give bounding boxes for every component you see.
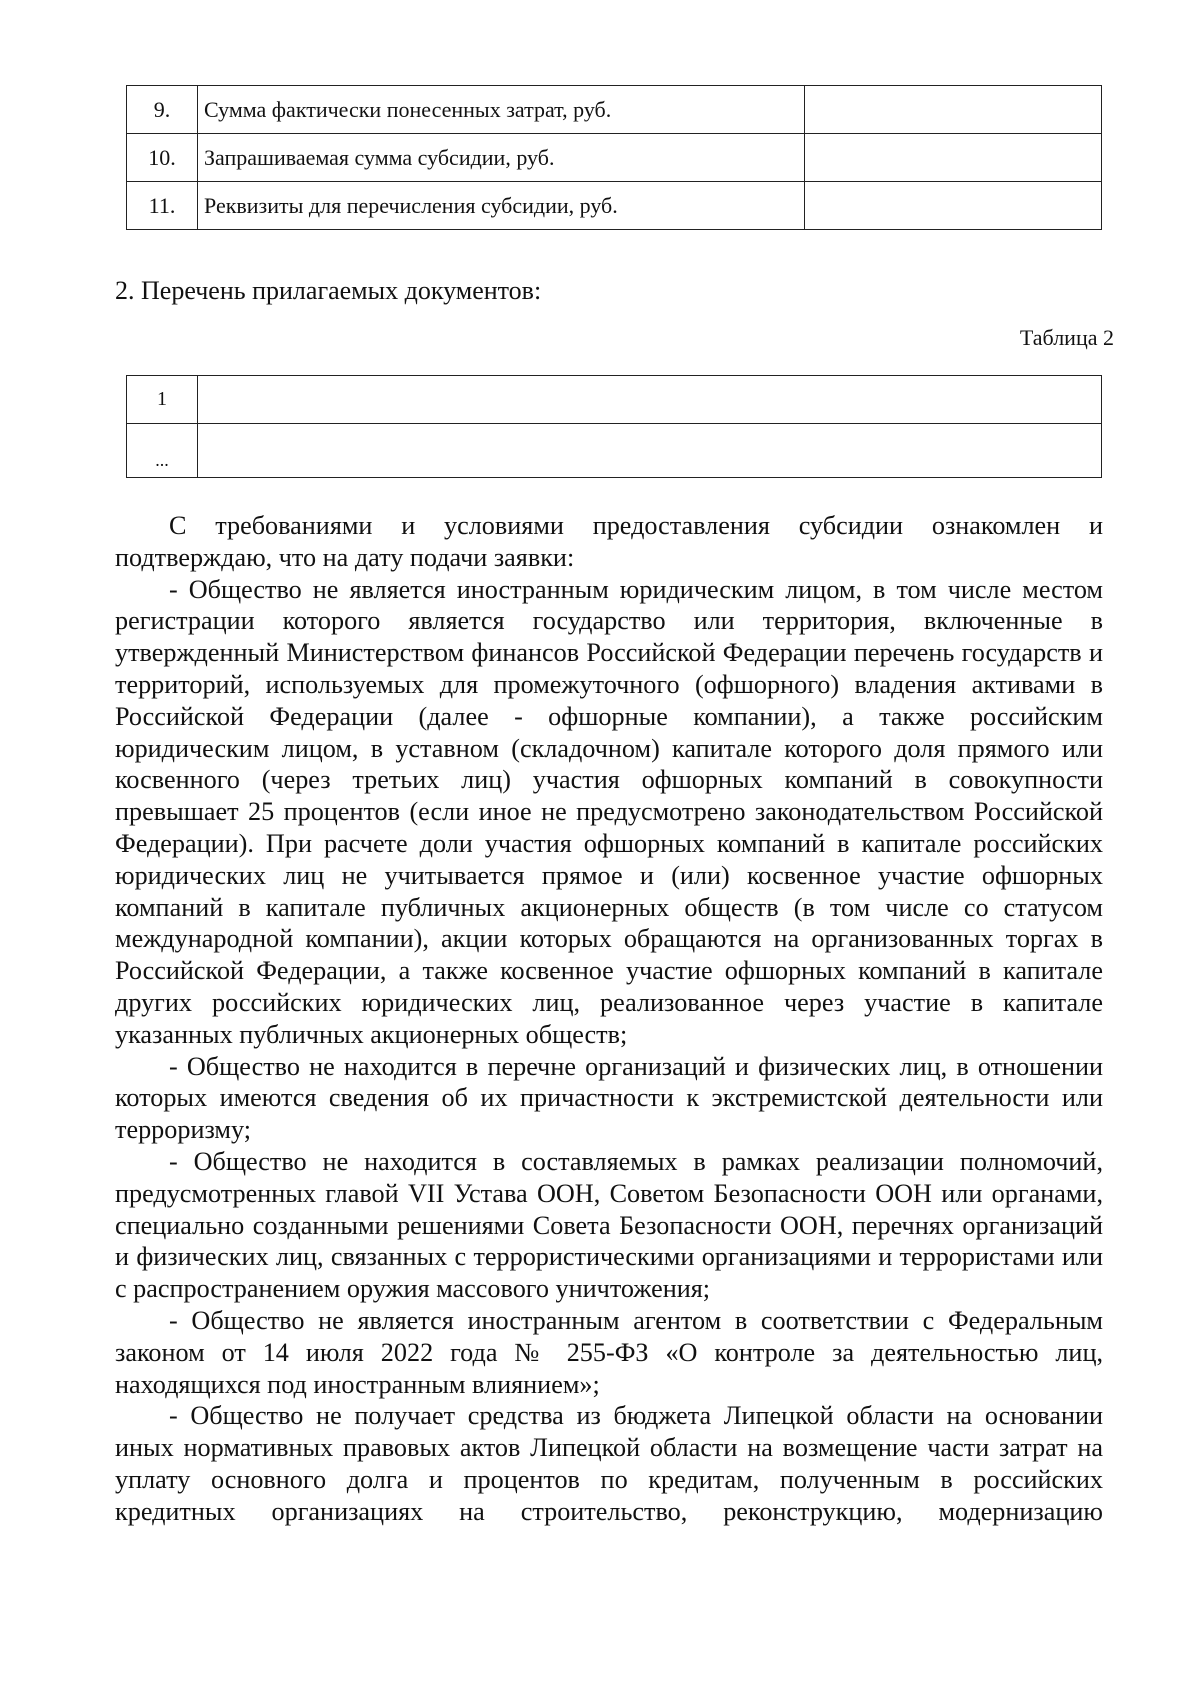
row-number: 9. [127, 86, 198, 134]
table-row [127, 86, 1102, 134]
paragraph-extremism: - Общество не находится в перечне организаций и физических лиц, в отношении которых имеются сведения об их причастности к экстремистской деятельности или терроризму; [115, 1051, 1103, 1145]
row-number: 10. [127, 134, 198, 182]
declaration-text [115, 510, 1103, 1528]
table-row [127, 182, 1102, 230]
paragraph-budget-funds: - Общество не получает средства из бюджета Липецкой области на основании иных нормативных правовых актов Липецкой области на возмещение части затрат на уплату основного долга и процентов по кредитам, полученным в российских кредитных организациях на строительство, реконструкцию, модернизацию [115, 1401, 1103, 1526]
paragraph-un-sanctions: - Общество не находится в составляемых в рамках реализации полномочий, предусмотренных главой VII Устава ООН, Советом Безопасности ООН или органами, специально созданными решениями Совета Безопасности ООН, перечнях организаций и физических лиц, связанных с террористическими организациями и террористами или с распространением оружия массового уничтожения; [115, 1146, 1103, 1304]
table-row [127, 424, 1102, 478]
application-table-continuation [126, 85, 1102, 230]
row-label: Запрашиваемая сумма субсидии, руб. [198, 134, 805, 182]
table-caption: Таблица 2 [1019, 325, 1114, 350]
table-row [127, 376, 1102, 424]
paragraph-foreign-agent: - Общество не является иностранным агентом в соответствии с Федеральным законом от 14 июля 2022 года № 255-ФЗ «О контроле за деятельностью лиц, находящихся под иностранным влиянием»; [115, 1305, 1103, 1399]
row-label: Сумма фактически понесенных затрат, руб. [198, 86, 805, 134]
row-number: ... [127, 424, 198, 478]
row-value-cell [805, 182, 1102, 230]
table-row [127, 134, 1102, 182]
section-heading: 2. Перечень прилагаемых документов: [115, 276, 542, 305]
row-value-cell [198, 424, 1102, 478]
row-value-cell [805, 86, 1102, 134]
row-number: 11. [127, 182, 198, 230]
paragraph-offshore: - Общество не является иностранным юридическим лицом, в том числе местом регистрации которого является государство или территория, включенные в утвержденный Министерством финансов Российской Федерации перечень государств и территорий, используемых для промежуточного (офшорного) владения активами в Российской Федерации (далее - офшорные компании), а также российским юридическим лицом, в уставном (складочном) капитале которого доля прямого или косвенного (через третьих лиц) участия офшорных компаний в совокупности превышает 25 процентов (если иное не предусмотрено законодательством Российской Федерации). При расчете доли участия офшорных компаний в капитале российских юридических лиц не учитывается прямое и (или) косвенное участие офшорных компаний в капитале публичных акционерных обществ (в том числе со статусом международной компании), акции которых обращаются на организованных торгах в Российской Федерации, а также косвенное участие офшорных компаний в капитале других российских юридических лиц, реализованное через участие в капитале указанных публичных акционерных обществ; [115, 574, 1103, 1049]
attached-documents-table [126, 375, 1102, 478]
row-value-cell [805, 134, 1102, 182]
row-value-cell [198, 376, 1102, 424]
row-label: Реквизиты для перечисления субсидии, руб. [198, 182, 805, 230]
row-number: 1 [127, 376, 198, 424]
paragraph-intro: С требованиями и условиями предоставления субсидии ознакомлен и подтверждаю, что на дату подачи заявки: [115, 511, 1103, 572]
